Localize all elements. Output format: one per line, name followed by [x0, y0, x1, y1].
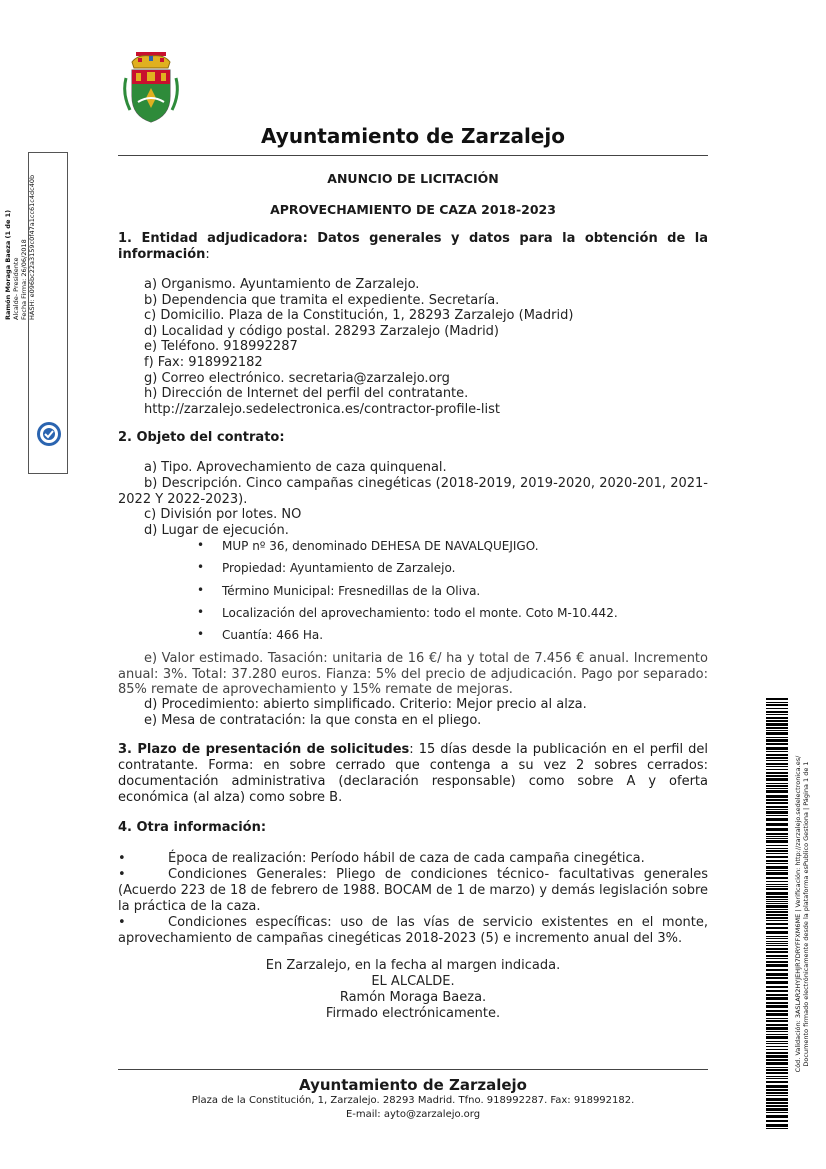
section2-item-a: a) Tipo. Aprovechamiento de caza quinquenal.: [144, 460, 447, 475]
list-item: d) Localidad y código postal. 28293 Zarzalejo (Madrid): [144, 323, 499, 339]
list-item: a) Organismo. Ayuntamiento de Zarzalejo.: [144, 277, 420, 292]
footer-address: Plaza de la Constitución, 1, Zarzalejo. 28293 Madrid. Tfno. 918992287. Fax: 918992182.: [191, 1095, 635, 1106]
signer-role: Alcalde- Presidente: [12, 257, 20, 320]
list-item: • Condiciones específicas: uso de las vías de servicio existentes en el monte, aprovechamiento de campañas cinegéticas 2018-2023 (5) e incremento anual del 3%.: [118, 915, 708, 946]
verification-line: Cód. Validación: 3ASLAR2HYJEHJR7DRYFFXM6ME | Verificación: http://zarzalejo.sedelectronica.es/: [794, 755, 802, 1073]
bullet-dot: •: [118, 915, 126, 930]
section2-item-b: b) Descripción. Cinco campañas cinegéticas (2018-2019, 2019-2020, 2020-201, 2021-2022 Y 2022-2023).: [118, 476, 708, 507]
footer-divider: [118, 1069, 708, 1070]
bullet-item: • Localización del aprovechamiento: todo el monte. Coto M-10.442.: [197, 606, 657, 628]
list-item: e) Mesa de contratación: la que consta en el pliego.: [144, 712, 482, 728]
bullet-item: • MUP nº 36, denominado DEHESA DE NAVALQUEJIGO.: [197, 539, 657, 561]
sign-date: Fecha Firma: 26/06/2018: [20, 239, 28, 320]
section2-item-e: e) Valor estimado. Tasación: unitaria de 16 €/ ha y total de 7.456 € anual. Incremento anual: 3%. Total: 37.280 euros. Fianza: 5% del precio de adjudicación. Pago por separado: 85% remate de aprovechamiento y 15% remate de mejoras.: [118, 651, 708, 698]
signer-name: Ramón Moraga Baeza (1 de 1): [4, 209, 12, 320]
bullet-item: • Cuantía: 466 Ha.: [197, 628, 657, 650]
profile-link[interactable]: http://zarzalejo.sedelectronica.es/contractor-profile-list: [144, 401, 500, 417]
closing-signature: En Zarzalejo, en la fecha al margen indicada. EL ALCALDE. Ramón Moraga Baeza. Firmado electrónicamente.: [265, 958, 561, 1021]
list-item: e) Teléfono. 918992287: [144, 339, 298, 355]
sign-hash: HASH: e096bc22a3159c0f47a1cc61c4dc40b: [28, 174, 36, 320]
section2-item-c-d: [144, 507, 708, 538]
bullet-item: • Término Municipal: Fresnedillas de la Oliva.: [197, 584, 657, 606]
section1-list: [144, 277, 708, 417]
seal-icon: [35, 420, 63, 448]
bullet-item: • Propiedad: Ayuntamiento de Zarzalejo.: [197, 561, 657, 583]
list-item: • Época de realización: Período hábil de caza de cada campaña cinegética.: [118, 851, 645, 866]
document-subtitle: APROVECHAMIENTO DE CAZA 2018-2023: [270, 202, 556, 217]
section2-heading: 2. Objeto del contrato:: [118, 430, 285, 445]
footer-title: Ayuntamiento de Zarzalejo: [299, 1076, 527, 1094]
section4-list: [118, 851, 708, 947]
section3-paragraph: 3. Plazo de presentación de solicitudes: 15 días desde la publicación en el perfil del contratante. Forma: en sobre cerrado que contenga a su vez 2 sobres cerrados: documentación administrativa (declaración responsable) como sobre A y oferta económica (al alza) como sobre B.: [118, 742, 708, 805]
barcode-icon: [766, 698, 788, 1130]
section2-procedure: [144, 697, 708, 728]
list-item: d) Lugar de ejecución.: [144, 522, 289, 538]
list-item: h) Dirección de Internet del perfil del contratante.: [144, 386, 469, 402]
header-title: Ayuntamiento de Zarzalejo: [261, 124, 565, 148]
section4-heading: 4. Otra información:: [118, 820, 267, 835]
list-item: d) Procedimiento: abierto simplificado. Criterio: Mejor precio al alza.: [144, 697, 587, 712]
list-item: f) Fax: 918992182: [144, 354, 263, 370]
platform-line: Documento firmado electrónicamente desde la plataforma esPublico Gestiona | Página 1 de 1: [802, 761, 810, 1067]
list-item: c) Domicilio. Plaza de la Constitución, 1, 28293 Zarzalejo (Madrid): [144, 308, 574, 324]
section1-heading: 1. Entidad adjudicadora: Datos generales y datos para la obtención de la información:: [118, 231, 708, 262]
list-item: • Condiciones Generales: Pliego de condiciones técnico- facultativas generales (Acuerdo 223 de 18 de febrero de 1988. BOCAM de 1 de marzo) y demás legislación sobre la práctica de la caza.: [118, 867, 708, 914]
footer-email: E-mail: ayto@zarzalejo.org: [345, 1109, 481, 1120]
bullet-dot: •: [118, 851, 126, 866]
municipal-crest-icon: [118, 50, 184, 124]
bullet-dot: •: [118, 867, 126, 882]
list-item: g) Correo electrónico. secretaria@zarzalejo.org: [144, 370, 450, 386]
list-item: c) División por lotes. NO: [144, 507, 302, 522]
document-title: ANUNCIO DE LICITACIÓN: [327, 171, 499, 186]
list-item: b) Dependencia que tramita el expediente. Secretaría.: [144, 292, 500, 308]
location-bullets: [197, 539, 657, 650]
header-divider: [118, 155, 708, 156]
